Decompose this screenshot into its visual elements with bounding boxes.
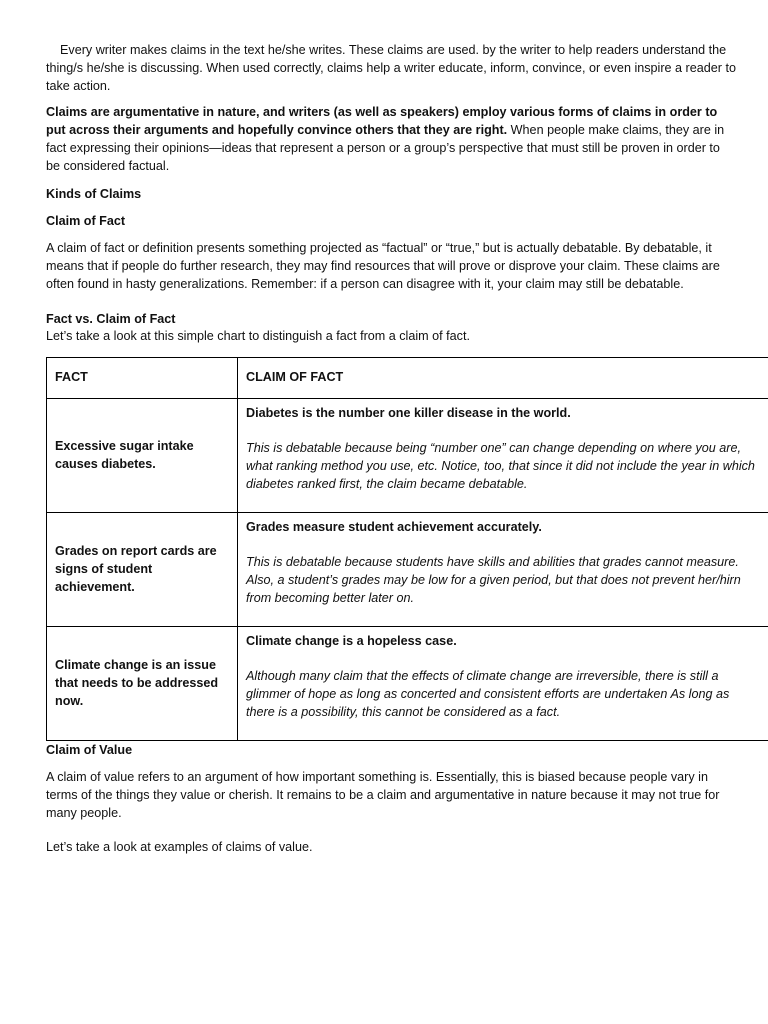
fact-cell: Excessive sugar intake causes diabetes. — [47, 399, 238, 513]
header-claim-of-fact: CLAIM OF FACT — [238, 358, 768, 399]
claims-bold-text: Claims are argumentative in nature, and writers (as well as speakers) employ various forms of claims in order to put across their arguments and hopefully convince others that they are right. — [46, 105, 718, 138]
fact-vs-claim-heading: Fact vs. Claim of Fact — [46, 311, 176, 326]
examples-paragraph: Let’s take a look at examples of claims of value. — [46, 840, 313, 855]
claim-title: Climate change is a hopeless case. — [246, 634, 457, 649]
claim-cell — [238, 513, 768, 627]
claim-cell — [238, 399, 768, 513]
table-header-row — [47, 358, 768, 399]
fact-cell: Grades on report cards are signs of student achievement. — [47, 513, 238, 627]
table-row — [47, 627, 768, 741]
claims-paragraph — [46, 104, 736, 175]
table-row — [47, 513, 768, 627]
claim-explanation: This is debatable because students have skills and abilities that grades cannot measure. Also, a student’s grades may be low for a given period, but that does not prevent her/hirn from becoming better later on. — [246, 554, 741, 605]
header-fact: FACT — [47, 358, 238, 399]
claim-title: Grades measure student achievement accurately. — [246, 520, 542, 535]
claim-title: Diabetes is the number one killer disease in the world. — [246, 406, 571, 421]
chart-intro-paragraph: Let’s take a look at this simple chart to distinguish a fact from a claim of fact. — [46, 329, 470, 344]
fact-cell: Climate change is an issue that needs to be addressed now. — [47, 627, 238, 741]
claim-of-fact-heading: Claim of Fact — [46, 214, 126, 229]
fact-vs-claim-table — [46, 357, 768, 741]
kinds-of-claims-heading: Kinds of Claims — [46, 186, 142, 201]
intro-paragraph: Every writer makes claims in the text he/she writes. These claims are used. by the writer to help readers understand the thing/s he/she is discussing. When used correctly, claims help a writer educate, inform, convince, or even inspire a reader to take action. — [46, 43, 736, 93]
claim-of-fact-paragraph: A claim of fact or definition presents something projected as “factual” or “true,” but is actually debatable. By debatable, it means that if people do further research, they may find resources that will prove or disprove your claim. These claims are often found in hasty generalizations. Remember: if a person can disagree with it, your claim may still be debatable. — [46, 241, 720, 291]
claim-explanation: Although many claim that the effects of climate change are irreversible, there is still a glimmer of hope as long as concerted and consistent efforts are undertaken As long as there is a possibility, this cannot be considered as a fact. — [246, 668, 730, 719]
claim-of-value-heading: Claim of Value — [46, 743, 133, 758]
claim-of-value-paragraph: A claim of value refers to an argument of how important something is. Essentially, this is biased because people vary in terms of the things they value or cherish. It remains to be a claim and argumentative in nature because it may not true for many people. — [46, 769, 720, 820]
claim-explanation: This is debatable because being “number one” can change depending on where you are, what ranking method you use, etc. Notice, too, that since it did not include the year in which diabetes ranked first, the claim became debatable. — [246, 440, 755, 491]
document-page — [46, 42, 768, 857]
table-row — [47, 399, 768, 513]
claim-cell — [238, 627, 768, 741]
claims-rest-text: When people make claims, they are in fact expressing their opinions—ideas that represent a person or a group’s perspective that must still be proven in order to be considered factual. — [46, 123, 725, 173]
